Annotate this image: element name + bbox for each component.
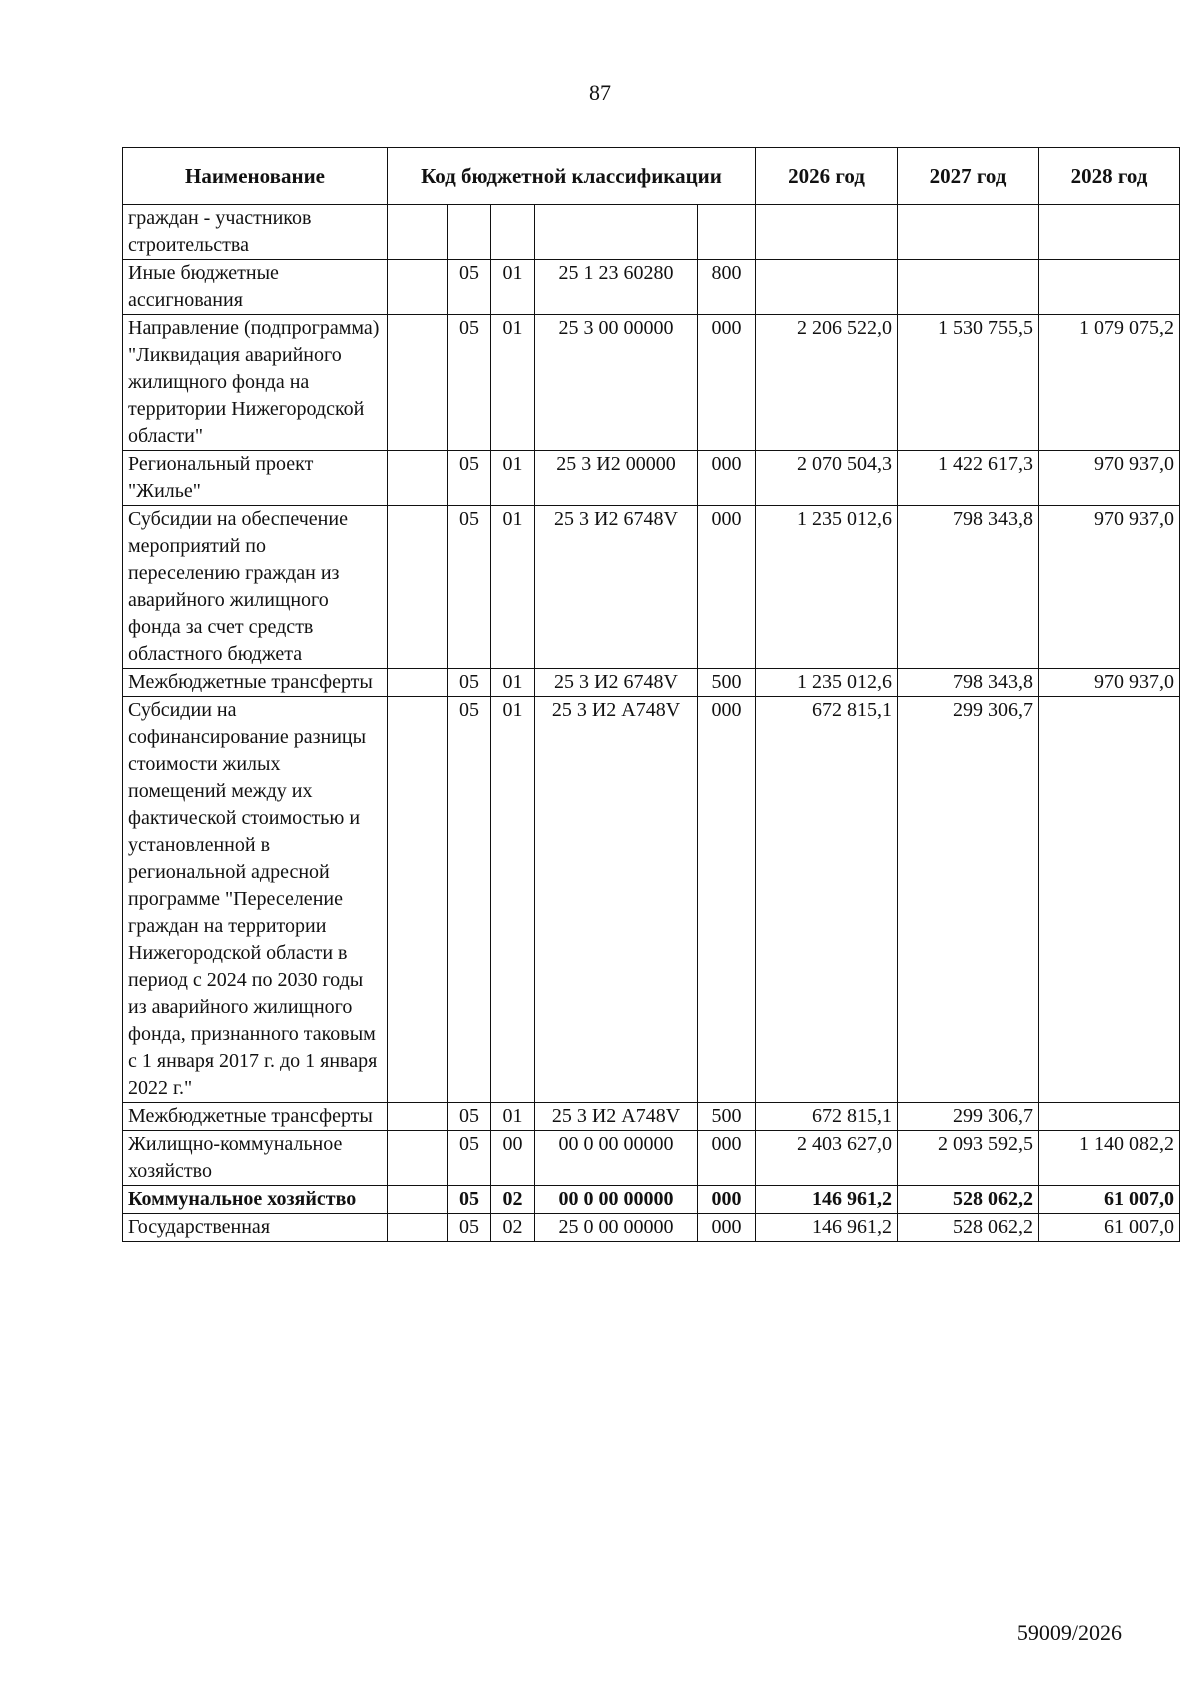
- code-subsection: 01: [491, 1103, 535, 1131]
- value-2028: 970 937,0: [1039, 669, 1180, 697]
- code-target-article: 00 0 00 00000: [535, 1131, 698, 1186]
- value-2027: 299 306,7: [898, 697, 1039, 1103]
- value-2027: [898, 260, 1039, 315]
- page-number: 87: [589, 80, 611, 105]
- value-2027: 798 343,8: [898, 506, 1039, 669]
- header-year-2027: 2027 год: [898, 148, 1039, 205]
- value-2028: 1 140 082,2: [1039, 1131, 1180, 1186]
- table-row: [123, 205, 1180, 260]
- value-2028: 61 007,0: [1039, 1186, 1180, 1214]
- code-section: 05: [448, 1186, 491, 1214]
- value-2028: 1 079 075,2: [1039, 315, 1180, 451]
- code-subsection: [491, 205, 535, 260]
- code-target-article: 25 3 00 00000: [535, 315, 698, 451]
- value-2027: 1 422 617,3: [898, 451, 1039, 506]
- value-2026: 2 403 627,0: [756, 1131, 898, 1186]
- code-expense-type: 000: [698, 315, 756, 451]
- code-section: [448, 205, 491, 260]
- blank-cell: [388, 697, 448, 1103]
- table-row: [123, 1214, 1180, 1242]
- code-section: 05: [448, 506, 491, 669]
- code-target-article: 25 3 И2 6748V: [535, 669, 698, 697]
- value-2026: 146 961,2: [756, 1186, 898, 1214]
- blank-cell: [388, 315, 448, 451]
- blank-cell: [388, 1131, 448, 1186]
- value-2026: 2 206 522,0: [756, 315, 898, 451]
- table-header-row: [123, 148, 1180, 205]
- blank-cell: [388, 1186, 448, 1214]
- value-2026: 1 235 012,6: [756, 669, 898, 697]
- value-2027: [898, 205, 1039, 260]
- code-expense-type: 500: [698, 1103, 756, 1131]
- code-expense-type: 000: [698, 1131, 756, 1186]
- value-2027: 2 093 592,5: [898, 1131, 1039, 1186]
- row-name: Жилищно-коммунальное хозяйство: [123, 1131, 388, 1186]
- row-name: Субсидии на софинансирование разницы стоимости жилых помещений между их фактической стоимостью и установленной в региональной адресной программе "Переселение граждан на территории Нижегородской области в период с 2024 по 2030 годы из аварийного жилищного фонда, признанного таковым с 1 января 2017 г. до 1 января 2022 г.": [123, 697, 388, 1103]
- value-2028: 970 937,0: [1039, 506, 1180, 669]
- code-subsection: 00: [491, 1131, 535, 1186]
- code-section: 05: [448, 697, 491, 1103]
- blank-cell: [388, 451, 448, 506]
- row-name: граждан - участников строительства: [123, 205, 388, 260]
- table-row: [123, 1131, 1180, 1186]
- value-2027: 528 062,2: [898, 1214, 1039, 1242]
- table-row: [123, 451, 1180, 506]
- table-row-total: [123, 1186, 1180, 1214]
- code-subsection: 02: [491, 1214, 535, 1242]
- header-year-2026: 2026 год: [756, 148, 898, 205]
- code-expense-type: 000: [698, 451, 756, 506]
- code-expense-type: 500: [698, 669, 756, 697]
- code-target-article: 25 3 И2 00000: [535, 451, 698, 506]
- code-section: 05: [448, 669, 491, 697]
- row-name: Направление (подпрограмма) "Ликвидация аварийного жилищного фонда на территории Нижегородской области": [123, 315, 388, 451]
- code-target-article: 25 1 23 60280: [535, 260, 698, 315]
- value-2028: [1039, 205, 1180, 260]
- code-subsection: 01: [491, 506, 535, 669]
- code-target-article: 00 0 00 00000: [535, 1186, 698, 1214]
- value-2026: 672 815,1: [756, 1103, 898, 1131]
- code-section: 05: [448, 451, 491, 506]
- blank-cell: [388, 1103, 448, 1131]
- code-target-article: [535, 205, 698, 260]
- row-name: Межбюджетные трансферты: [123, 1103, 388, 1131]
- value-2027: 299 306,7: [898, 1103, 1039, 1131]
- blank-cell: [388, 506, 448, 669]
- value-2026: 1 235 012,6: [756, 506, 898, 669]
- blank-cell: [388, 205, 448, 260]
- value-2027: 1 530 755,5: [898, 315, 1039, 451]
- value-2027: 528 062,2: [898, 1186, 1039, 1214]
- value-2028: 61 007,0: [1039, 1214, 1180, 1242]
- header-year-2028: 2028 год: [1039, 148, 1180, 205]
- code-subsection: 01: [491, 697, 535, 1103]
- blank-cell: [388, 669, 448, 697]
- value-2026: 2 070 504,3: [756, 451, 898, 506]
- code-target-article: 25 0 00 00000: [535, 1214, 698, 1242]
- blank-cell: [388, 260, 448, 315]
- row-name: Межбюджетные трансферты: [123, 669, 388, 697]
- value-2028: [1039, 260, 1180, 315]
- value-2028: [1039, 1103, 1180, 1131]
- row-name: Государственная: [123, 1214, 388, 1242]
- row-name: Коммунальное хозяйство: [123, 1186, 388, 1214]
- code-expense-type: [698, 205, 756, 260]
- value-2028: [1039, 697, 1180, 1103]
- row-name: Региональный проект "Жилье": [123, 451, 388, 506]
- code-expense-type: 000: [698, 1186, 756, 1214]
- code-subsection: 01: [491, 260, 535, 315]
- code-section: 05: [448, 1103, 491, 1131]
- value-2028: 970 937,0: [1039, 451, 1180, 506]
- value-2026: [756, 205, 898, 260]
- row-name: Субсидии на обеспечение мероприятий по переселению граждан из аварийного жилищного фонда за счет средств областного бюджета: [123, 506, 388, 669]
- code-expense-type: 800: [698, 260, 756, 315]
- code-subsection: 01: [491, 669, 535, 697]
- document-number: 59009/2026: [1016, 1620, 1122, 1645]
- code-expense-type: 000: [698, 1214, 756, 1242]
- table-row: [123, 260, 1180, 315]
- table-row: [123, 1103, 1180, 1131]
- header-name: Наименование: [123, 148, 388, 205]
- code-section: 05: [448, 260, 491, 315]
- code-target-article: 25 3 И2 А748V: [535, 1103, 698, 1131]
- header-code: Код бюджетной классификации: [388, 148, 756, 205]
- table-row: [123, 697, 1180, 1103]
- code-subsection: 01: [491, 315, 535, 451]
- value-2026: 146 961,2: [756, 1214, 898, 1242]
- code-target-article: 25 3 И2 6748V: [535, 506, 698, 669]
- row-name: Иные бюджетные ассигнования: [123, 260, 388, 315]
- table-row: [123, 315, 1180, 451]
- code-expense-type: 000: [698, 697, 756, 1103]
- value-2027: 798 343,8: [898, 669, 1039, 697]
- table-row: [123, 506, 1180, 669]
- code-subsection: 01: [491, 451, 535, 506]
- value-2026: [756, 260, 898, 315]
- budget-table: [122, 147, 1180, 1242]
- table-row: [123, 669, 1180, 697]
- code-target-article: 25 3 И2 А748V: [535, 697, 698, 1103]
- blank-cell: [388, 1214, 448, 1242]
- code-subsection: 02: [491, 1186, 535, 1214]
- code-section: 05: [448, 1131, 491, 1186]
- code-expense-type: 000: [698, 506, 756, 669]
- value-2026: 672 815,1: [756, 697, 898, 1103]
- code-section: 05: [448, 1214, 491, 1242]
- code-section: 05: [448, 315, 491, 451]
